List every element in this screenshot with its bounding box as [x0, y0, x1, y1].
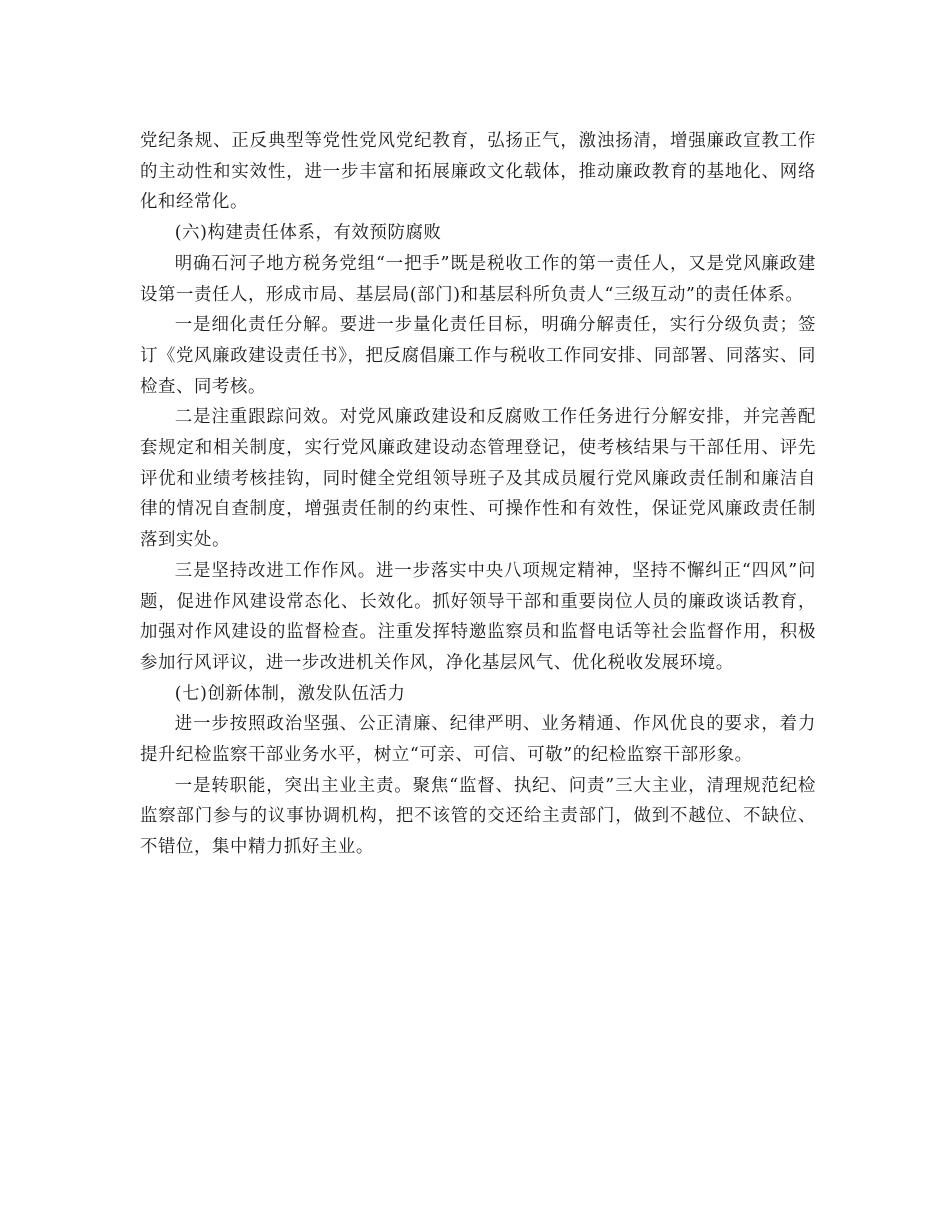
- document-page: [140, 126, 816, 863]
- paragraph-track-effectiveness: 二是注重跟踪问效。对党风廉政建设和反腐败工作任务进行分解安排，并完善配套规定和相关制度，实行党风廉政建设动态管理登记，使考核结果与干部任用、评先评优和业绩考核挂钩，同时健全党组领导班子及其成员履行党风廉政责任制和廉洁自律的情况自查制度，增强责任制的约束性、可操作性和有效性，保证党风廉政责任制落到实处。: [140, 407, 816, 551]
- paragraph-continuation: 党纪条规、正反典型等党性党风党纪教育，弘扬正气，激浊扬清，增强廉政宣教工作的主动性和实效性，进一步丰富和拓展廉政文化载体，推动廉政教育的基地化、网络化和经常化。: [140, 131, 816, 213]
- paragraph-team-requirements: 进一步按照政治坚强、公正清廉、纪律严明、业务精通、作风优良的要求，着力提升纪检监察干部业务水平，树立“可亲、可信、可敬”的纪检监察干部形象。: [140, 714, 816, 766]
- section-heading-7: (七)创新体制，激发队伍活力: [174, 683, 406, 704]
- section-heading-6: (六)构建责任体系，有效预防腐败: [174, 223, 442, 244]
- paragraph-responsibility-system: 明确石河子地方税务党组“一把手”既是税收工作的第一责任人，又是党风廉政建设第一责任人，形成市局、基层局(部门)和基层科所负责人“三级互动”的责任体系。: [140, 253, 816, 305]
- paragraph-refine-responsibility: 一是细化责任分解。要进一步量化责任目标，明确分解责任，实行分级负责；签订《党风廉政建设责任书》，把反腐倡廉工作与税收工作同安排、同部署、同落实、同检查、同考核。: [140, 315, 816, 397]
- paragraph-transform-functions: 一是转职能，突出主业主责。聚焦“监督、执纪、问责”三大主业，清理规范纪检监察部门参与的议事协调机构，把不该管的交还给主责部门，做到不越位、不缺位、不错位，集中精力抓好主业。: [140, 775, 816, 858]
- paragraph-improve-work-style: 三是坚持改进工作作风。进一步落实中央八项规定精神，坚持不懈纠正“四风”问题，促进作风建设常态化、长效化。抓好领导干部和重要岗位人员的廉政谈话教育，加强对作风建设的监督检查。注重发挥特邀监察员和监督电话等社会监督作用，积极参加行风评议，进一步改进机关作风，净化基层风气、优化税收发展环境。: [140, 560, 816, 673]
